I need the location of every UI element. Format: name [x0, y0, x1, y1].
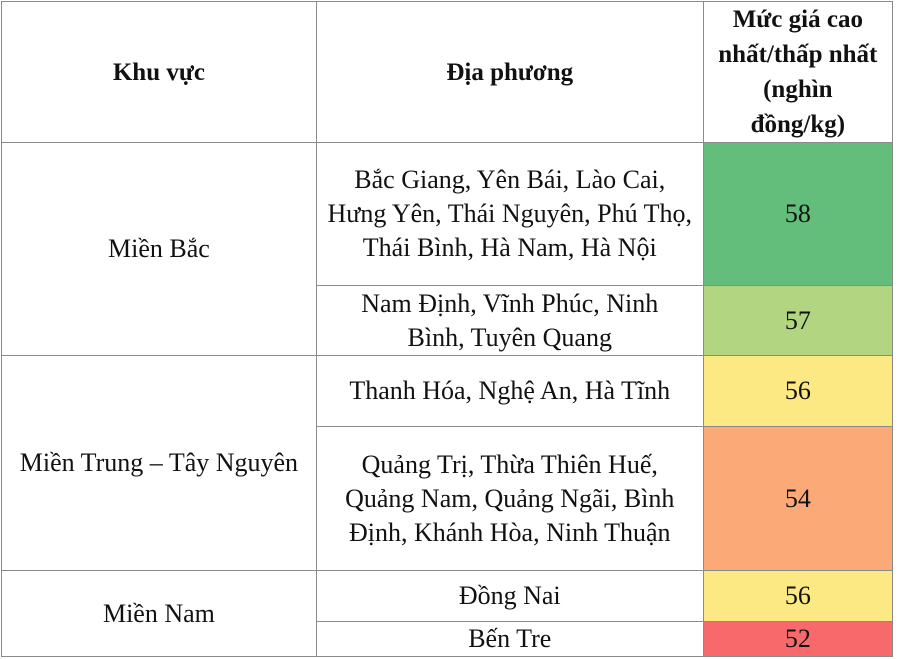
- locality-cell: Bến Tre: [316, 622, 703, 657]
- region-central: Miền Trung – Tây Nguyên: [2, 356, 317, 571]
- table-row: [2, 571, 893, 622]
- header-locality: Địa phương: [316, 2, 703, 143]
- price-cell: 57: [703, 286, 892, 356]
- locality-cell: Đồng Nai: [316, 571, 703, 622]
- table-row: [2, 356, 893, 427]
- region-south: Miền Nam: [2, 571, 317, 657]
- header-row: [2, 2, 893, 143]
- header-price: Mức giá cao nhất/thấp nhất (nghìn đồng/kg): [703, 2, 892, 143]
- locality-cell: Bắc Giang, Yên Bái, Lào Cai, Hưng Yên, Thái Nguyên, Phú Thọ, Thái Bình, Hà Nam, Hà Nội: [316, 143, 703, 286]
- price-cell: 56: [703, 571, 892, 622]
- price-cell: 56: [703, 356, 892, 427]
- locality-cell: Thanh Hóa, Nghệ An, Hà Tĩnh: [316, 356, 703, 427]
- price-table: [1, 1, 893, 657]
- locality-cell: Nam Định, Vĩnh Phúc, Ninh Bình, Tuyên Quang: [316, 286, 703, 356]
- header-region: Khu vực: [2, 2, 317, 143]
- price-cell: 52: [703, 622, 892, 657]
- locality-cell: Quảng Trị, Thừa Thiên Huế, Quảng Nam, Quảng Ngãi, Bình Định, Khánh Hòa, Ninh Thuận: [316, 427, 703, 571]
- table-row: [2, 143, 893, 286]
- price-cell: 54: [703, 427, 892, 571]
- region-north: Miền Bắc: [2, 143, 317, 356]
- price-cell: 58: [703, 143, 892, 286]
